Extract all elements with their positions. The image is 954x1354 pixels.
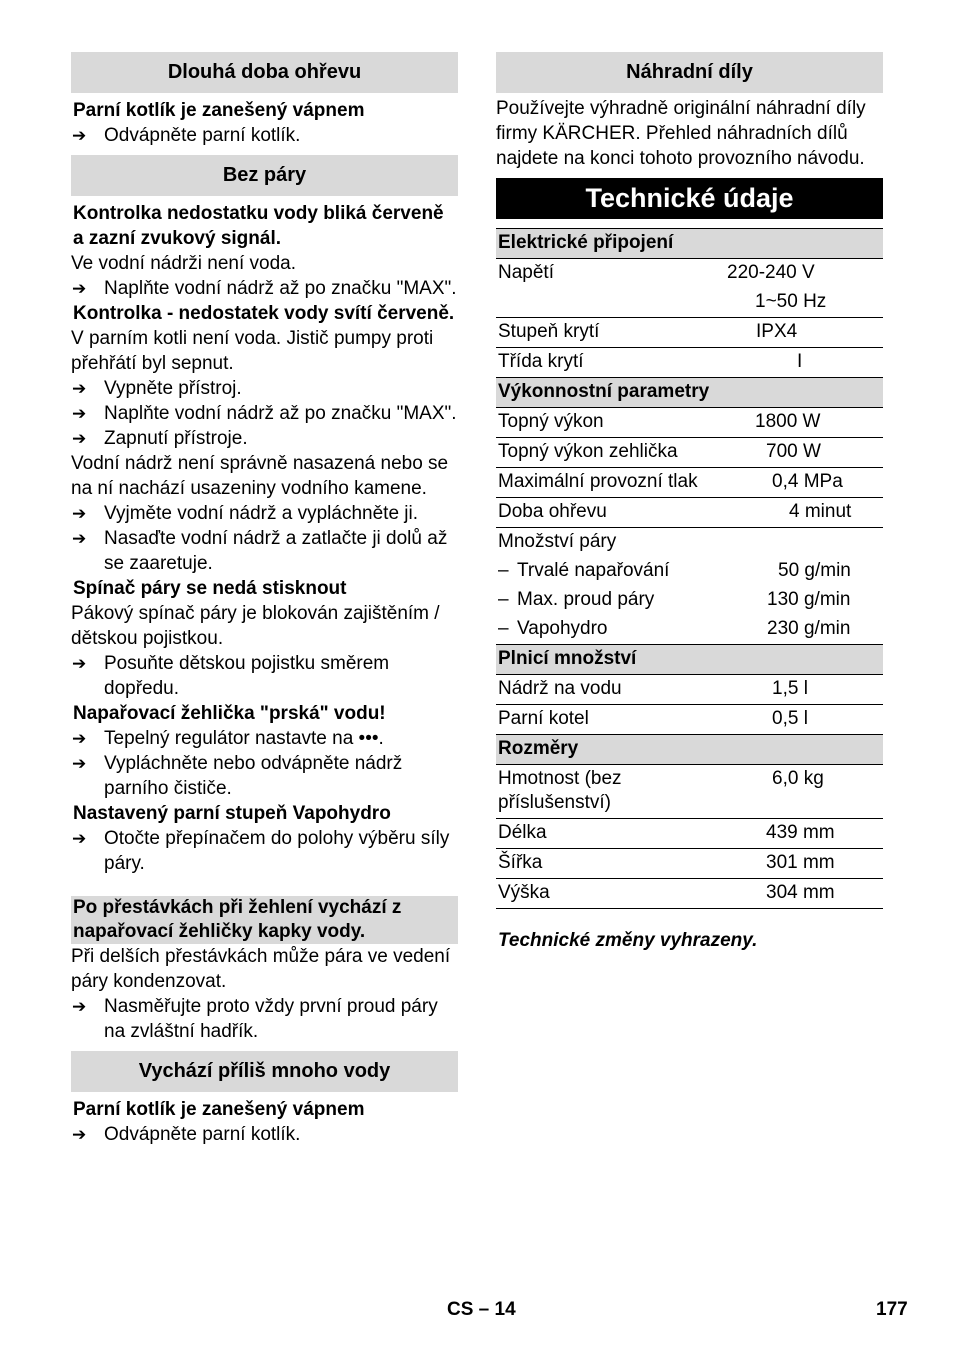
step-text: Naplňte vodní nádrž až po značku "MAX". [104,278,457,299]
row-label: Hmotnost (bez příslušenství) [496,765,725,819]
step-list [71,123,458,148]
tech-table [496,228,883,909]
row-label: Délka [496,819,725,849]
table-row [496,819,883,849]
step-list [71,376,458,451]
step-text: Vypněte přístroj. [104,378,242,399]
table-row [496,498,883,528]
table-row [496,765,883,819]
step-item [71,276,458,301]
arrow-right-icon: ➔ [72,729,87,748]
table-row [496,586,883,615]
row-value: 6,0 kg [725,765,883,819]
row-value: 4 minut [725,498,883,528]
table-row [496,615,883,645]
row-label: Topný výkon zehlička [496,438,725,468]
step-item [71,994,458,1044]
row-value: 50 g/min [778,560,851,581]
step-item [71,651,458,701]
table-row [496,408,883,438]
step-list [71,726,458,801]
arrow-right-icon: ➔ [72,997,87,1016]
table-group-row [496,229,883,259]
paragraph: V parním kotli není voda. Jistič pumpy proti přehřátí byl sepnut. [71,328,434,374]
row-label: Šířka [496,849,725,879]
table-group-row [496,378,883,408]
cause-heading: Parní kotlík je zanešený vápnem [73,1099,365,1120]
step-item [71,526,458,576]
step-text: Posuňte dětskou pojistku směrem dopředu. [104,653,390,699]
arrow-right-icon: ➔ [72,504,87,523]
row-value: 1~50 Hz [755,291,827,312]
step-item [71,501,458,526]
arrow-right-icon: ➔ [72,126,87,145]
row-value: 439 mm [725,819,883,849]
footer-section-label: CS – 14 [447,1299,516,1320]
step-list [71,1122,458,1147]
step-text: Odvápněte parní kotlík. [104,1124,301,1145]
step-item [71,401,458,426]
group-label: Rozměry [496,735,883,765]
section-heading-no-steam: Bez páry [71,155,458,196]
row-value: 220-240 V [725,259,883,289]
arrow-right-icon: ➔ [72,279,87,298]
paragraph: Používejte výhradně originální náhradní díly firmy KÄRCHER. Přehled náhradních dílů najdete na konci tohoto provozního návodu. [496,98,866,169]
dash: – [498,618,509,639]
step-item [71,726,458,751]
row-label: Množství páry [496,528,883,558]
paragraph: Pákový spínač páry je blokován zajištěním / dětskou pojistkou. [71,603,440,649]
section-heading-spare-parts: Náhradní díly [496,52,883,93]
group-label: Elektrické připojení [496,229,883,259]
paragraph: Při delších přestávkách může pára ve vedení páry kondenzovat. [71,946,451,992]
row-label: Maximální provozní tlak [496,468,725,498]
paragraph: Vodní nádrž není správně nasazená nebo se na ní nachází usazeniny vodního kamene. [71,453,449,499]
step-text: Odvápněte parní kotlík. [104,125,301,146]
table-row [496,259,883,289]
arrow-right-icon: ➔ [72,829,87,848]
table-row [496,675,883,705]
group-label: Výkonnostní parametry [496,378,883,408]
paragraph: Ve vodní nádrži není voda. [71,253,296,274]
step-text: Vyjměte vodní nádrž a vypláchněte ji. [104,503,419,524]
step-item [71,426,458,451]
left-column [71,52,458,1147]
cause-heading: Napařovací žehlička "prská" vodu! [73,703,386,724]
table-row [496,557,883,586]
row-value: I [725,348,883,378]
step-text: Nasaďte vodní nádrž a zatlačte ji dolů až se zaaretuje. [104,528,448,574]
table-row [496,849,883,879]
arrow-right-icon: ➔ [72,379,87,398]
table-row [496,705,883,735]
cause-heading: Nastavený parní stupeň Vapohydro [73,803,391,824]
footnote: Technické změny vyhrazeny. [498,930,758,951]
dash: – [498,560,509,581]
step-text: Nasměřujte proto vždy první proud páry na zvláštní hadřík. [104,996,438,1042]
arrow-right-icon: ➔ [72,1125,87,1144]
row-label: Trvalé napařování [517,560,670,581]
group-label: Plnicí množství [496,645,883,675]
row-value: 230 g/min [767,618,851,639]
row-label: Doba ohřevu [496,498,725,528]
row-label: Parní kotel [496,705,725,735]
arrow-right-icon: ➔ [72,754,87,773]
row-value: 1800 W [725,408,883,438]
arrow-right-icon: ➔ [72,654,87,673]
row-label: Topný výkon [496,408,725,438]
row-value: 301 mm [725,849,883,879]
arrow-right-icon: ➔ [72,429,87,448]
step-text: Vypláchněte nebo odvápněte nádrž parního čističe. [104,753,403,799]
table-row [496,879,883,909]
row-label: Vapohydro [517,618,608,639]
row-value: 700 W [725,438,883,468]
table-group-row [496,735,883,765]
step-text: Tepelný regulátor nastavte na •••. [104,728,384,749]
step-item [71,826,458,876]
step-item [71,751,458,801]
row-value: 1,5 l [725,675,883,705]
dash: – [498,589,509,610]
arrow-right-icon: ➔ [72,529,87,548]
step-item [71,376,458,401]
step-text: Zapnutí přístroje. [104,428,248,449]
table-row [496,288,883,318]
cause-heading: Kontrolka nedostatku vody bliká červeně a zazní zvukový signál. [73,203,444,249]
step-item [71,123,458,148]
step-list [71,276,458,301]
cause-heading: Kontrolka - nedostatek vody svítí červeně. [73,303,455,324]
page-number: 177 [876,1299,908,1320]
step-text: Naplňte vodní nádrž až po značku "MAX". [104,403,457,424]
row-label: Výška [496,879,725,909]
table-row [496,348,883,378]
row-value: 0,5 l [725,705,883,735]
table-group-row [496,645,883,675]
step-list [71,651,458,701]
step-text: Otočte přepínačem do polohy výběru síly páry. [104,828,450,874]
row-label [496,288,725,318]
row-value: 304 mm [725,879,883,909]
section-heading-drops: Po přestávkách při žehlení vychází z napařovací žehličky kapky vody. [71,896,458,944]
right-column [496,52,883,953]
row-label: Třída krytí [496,348,725,378]
step-list [71,501,458,576]
table-row [496,438,883,468]
row-label: Stupeň krytí [496,318,725,348]
section-heading-too-much-water: Vychází příliš mnoho vody [71,1051,458,1092]
step-list [71,826,458,876]
row-label: Nádrž na vodu [496,675,725,705]
section-heading-long-heating: Dlouhá doba ohřevu [71,52,458,93]
row-value: IPX4 [725,318,883,348]
step-list [71,994,458,1044]
row-value: 130 g/min [767,589,851,610]
cause-heading: Parní kotlík je zanešený vápnem [73,100,365,121]
page-title: Technické údaje [496,178,883,219]
row-value: 0,4 MPa [725,468,883,498]
table-row [496,318,883,348]
table-row [496,528,883,558]
arrow-right-icon: ➔ [72,404,87,423]
table-row [496,468,883,498]
row-label: Max. proud páry [517,589,655,610]
cause-heading: Spínač páry se nedá stisknout [73,578,347,599]
step-item [71,1122,458,1147]
row-label: Napětí [496,259,725,289]
